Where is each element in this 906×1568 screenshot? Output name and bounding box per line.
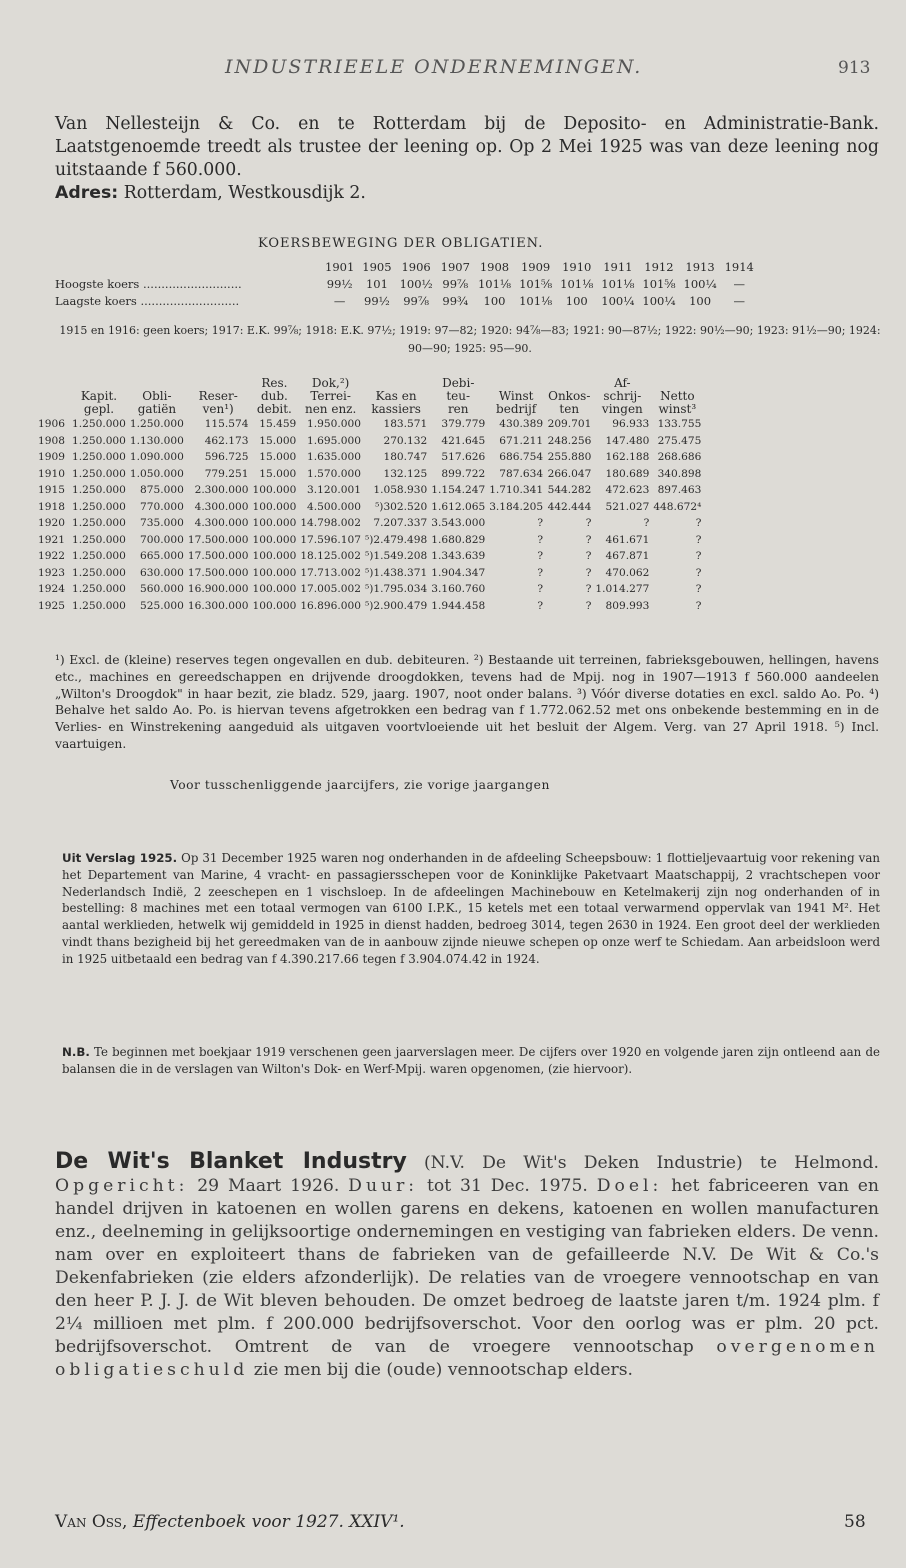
financials-cell: 1.710.341 (489, 484, 544, 497)
financials-year: 1906 (38, 418, 65, 431)
financials-row (36, 449, 703, 466)
koers-year: 1911 (603, 259, 633, 274)
duur-label: Duur: (348, 1176, 419, 1196)
financials-cell: 96.933 (612, 418, 650, 431)
financials-column-header: Debi- teu- ren (442, 376, 475, 416)
financials-cell: 17.005.002 (300, 583, 361, 596)
financials-cell: 1.635.000 (307, 451, 361, 464)
overgenomen-text: overgenomen obligatieschuld (55, 1337, 879, 1380)
financials-cell: 787.634 (499, 467, 544, 480)
koers-year: 1906 (401, 259, 431, 274)
financials-cell: 1.250.000 (72, 434, 126, 447)
financials-cell: 544.282 (547, 484, 592, 497)
financials-cell: 17.713.002 (300, 566, 361, 579)
financials-cell: 3.184.205 (489, 500, 544, 513)
financials-cell: ? (537, 566, 544, 579)
financials-row (36, 532, 703, 549)
financials-cell: 100.000 (252, 484, 297, 497)
financials-cell: 4.300.000 (194, 517, 249, 530)
financials-row (36, 548, 703, 565)
financials-cell: 15.000 (259, 434, 297, 447)
financials-cell: 1.250.000 (72, 583, 126, 596)
financials-cell: 1.058.930 (373, 484, 428, 497)
financials-row (36, 581, 703, 598)
verslag-text: Op 31 December 1925 waren nog onderhanden in de afdeeling Scheepsbouw: 1 flottieljevaartuig voor rekening van het Departement van Marine, 4 vracht- en passagiersschepen voor de Koninklijke Paketvaart Maatschappij, 2 vrachtschepen voor Nederlandsch Indië, 2 zeeschepen en 1 vischsloep. In de afdeelingen Machinebouw en Ketelmakerij zijn nog onderhanden of in bestelling: 8 machines met een totaal vermogen van 6100 I.P.K., 15 ketels met een totaal verwarmend oppervlak van 1941 M². Het aantal werklieden, hetwelk wij gemiddeld in 1925 in dienst hadden, bedroeg 3014, tegen 2630 in 1924. Een groot deel der werklieden vindt thans bezigheid bij het gereedmaken van de in aanbouw zijnde nieuwe schepen op onze werf te Schiedam. Aan arbeidsloon werd in 1925 uitbetaald een bedrag van f 4.390.217.66 tegen f 3.904.074.42 in 1924. (62, 851, 880, 966)
koers-row-laagste (55, 292, 758, 309)
financials-cell: 779.251 (204, 467, 249, 480)
financials-cell: 1.250.000 (72, 550, 126, 563)
financials-cell: 1.250.000 (72, 533, 126, 546)
financials-cell: 462.173 (204, 434, 249, 447)
financials-cell: 665.000 (140, 550, 184, 563)
doel-label: Doel: (596, 1176, 663, 1196)
financials-year: 1921 (38, 533, 65, 546)
financials-cell: ⁵)2.479.498 (364, 533, 428, 546)
financials-cell: 268.686 (657, 451, 702, 464)
dewit-section (55, 1150, 879, 1382)
financials-cell: 1.250.000 (129, 418, 184, 431)
page-number: 913 (838, 58, 871, 78)
footnotes-text: ¹) Excl. de (kleine) reserves tegen ongevallen en dub. debiteuren. ²) Bestaande uit terreinen, fabrieksgebouwen, hellingen, havens etc., machines en gereedschappen en drijvende droogdokken, tevens had de Mpij. nog in 1907—1913 f 560.000 aandeelen „Wilton's Droogdok" in haar bezit, zie bladz. 529, jaarg. 1907, noot onder balans. ³) Vóór diverse dotaties en excl. saldo Ao. Po. ⁴) Behalve het saldo Ao. Po. is hiervan tevens afgetrokken een bedrag van f 1.772.062.52 met ons onbekende bestemming en in de Verlies- en Winstrekening aangeduid als uitgaven voortvloeiende uit het besluit der Algem. Verg. van 27 April 1918. ⁵) Incl. vaartuigen. (55, 653, 879, 751)
financials-cell: 4.500.000 (307, 500, 361, 513)
financials-cell: 100.000 (252, 566, 297, 579)
financials-cell: 448.672⁴ (653, 500, 702, 513)
koers-cell: 100 (483, 293, 506, 308)
financials-cell: 1.944.458 (431, 599, 486, 612)
financials-cell: 735.000 (140, 517, 184, 530)
koers-cell: — (733, 276, 745, 291)
opgericht-label: Opgericht: (55, 1176, 189, 1196)
financials-cell: 1.250.000 (72, 484, 126, 497)
financials-cell: 1.695.000 (307, 434, 361, 447)
financials-cell: ⁵)1.795.034 (364, 583, 428, 596)
financials-cell: 1.250.000 (72, 517, 126, 530)
adres-value: Rotterdam, Westkousdijk 2. (123, 183, 366, 203)
financials-cell: 686.754 (499, 451, 544, 464)
financials-cell: 255.880 (547, 451, 592, 464)
financials-cell: 700.000 (140, 533, 184, 546)
financials-year: 1908 (38, 434, 65, 447)
footer-author: Van Oss, (55, 1512, 128, 1532)
financials-year: 1923 (38, 566, 65, 579)
koers-year: 1913 (685, 259, 715, 274)
koers-title: KOERSBEWEGING DER OBLIGATIEN. (258, 236, 544, 251)
running-header: INDUSTRIEELE ONDERNEMINGEN. (225, 56, 643, 78)
financials-cell: 14.798.002 (300, 517, 361, 530)
financials-cell: ? (585, 550, 592, 563)
koers-cell: 100¼ (683, 276, 717, 291)
financials-cell: 1.154.247 (431, 484, 486, 497)
financials-column-header (36, 377, 70, 416)
financials-column-header: Onkos- ten (548, 389, 591, 416)
opgericht-value: 29 Maart 1926. (197, 1176, 340, 1196)
financials-cell: 266.047 (547, 467, 592, 480)
financials-cell: ? (537, 517, 544, 530)
intro-text: Van Nellesteijn & Co. en te Rotterdam bij de Deposito- en Administratie-Bank. Laatstgenoemde treedt als trustee der leening op. Op 2 Mei 1925 was van deze leening nog uitstaande f 560.000. (55, 114, 879, 180)
financials-cell: ? (585, 583, 592, 596)
financials-year: 1918 (38, 500, 65, 513)
koers-year: 1910 (562, 259, 592, 274)
financials-cell: 3.120.001 (307, 484, 361, 497)
koers-cell: 101⅛ (601, 276, 635, 291)
financials-year: 1920 (38, 517, 65, 530)
financials-cell: 100.000 (252, 550, 297, 563)
financials-year: 1915 (38, 484, 65, 497)
financials-cell: ? (695, 550, 702, 563)
financials-cell: 100.000 (252, 500, 297, 513)
financials-cell: 560.000 (140, 583, 184, 596)
financials-year: 1925 (38, 599, 65, 612)
financials-cell: 472.623 (605, 484, 650, 497)
financials-row (36, 565, 703, 582)
financials-row (36, 466, 703, 483)
financials-cell: 596.725 (204, 451, 249, 464)
koers-year: 1908 (479, 259, 510, 274)
financials-cell: 162.188 (605, 451, 650, 464)
footnotes (55, 652, 879, 753)
financials-row (36, 482, 703, 499)
koers-cell: 100¼ (642, 293, 676, 308)
financials-cell: ? (695, 566, 702, 579)
financials-cell: ? (537, 550, 544, 563)
financials-cell: 100.000 (252, 599, 297, 612)
financials-cell: 275.475 (657, 434, 702, 447)
nb-section (62, 1044, 880, 1078)
financials-cell: ? (695, 599, 702, 612)
verslag-label: Uit Verslag 1925. (62, 851, 178, 865)
koers-cell: — (333, 293, 346, 308)
financials-cell: ? (695, 517, 702, 530)
dewit-text-a: (N.V. De Wit's Deken Industrie) te Helmond. (423, 1153, 879, 1173)
financials-cell: 115.574 (204, 418, 249, 431)
adres-label: Adres: (55, 183, 119, 203)
financials-column-header: Winst bedrijf (496, 389, 537, 416)
financials-cell: ⁵)1.549.208 (364, 550, 428, 563)
financials-cell: 17.500.000 (187, 550, 249, 563)
financials-cell: 17.500.000 (187, 566, 249, 579)
financials-column-header: Reser- ven¹) (198, 389, 238, 416)
koers-table (55, 258, 758, 309)
financials-cell: 671.211 (499, 434, 544, 447)
financials-cell: 770.000 (140, 500, 184, 513)
financials-cell: 4.300.000 (194, 500, 249, 513)
financials-cell: 17.596.107 (300, 533, 361, 546)
financials-cell: 630.000 (140, 566, 184, 579)
koers-cell: 101 (365, 276, 388, 291)
financials-cell: 1.050.000 (129, 467, 184, 480)
koers-row-label: Hoogste koers ........................... (55, 276, 242, 291)
koers-cell: 99⅞ (403, 293, 429, 308)
financials-column-header: Netto winst³ (658, 389, 697, 416)
financials-cell: 16.896.000 (300, 599, 361, 612)
financials-cell: 1.014.277 (595, 583, 650, 596)
dewit-text-b: het fabriceeren van en handel drijven in katoenen en wollen garens en dekens, katoenen en wollen manufacturen enz., deelneming in gelijksoortige ondernemingen en vestiging van fabrieken elders. De venn. nam over en exploiteert thans de fabrieken van de gefailleerde N.V. De Wit & Co.'s Dekenfabrieken (zie elders afzonderlijk). De relaties van de vroegere vennootschap en van den heer P. J. J. de Wit bleven behouden. De omzet bedroeg de laatste jaren t/m. 1924 plm. f 2¼ millioen met plm. f 200.000 bedrijfsoverschot. Voor den oorlog was er plm. 20 pct. bedrijfsoverschot. Omtrent de van de vroegere vennootschap (55, 1176, 879, 1357)
financials-row (36, 416, 703, 433)
footer-source (55, 1512, 405, 1532)
financials-cell: ? (537, 583, 544, 596)
financials-cell: 3.160.760 (431, 583, 486, 596)
koers-cell: 99½ (326, 276, 353, 291)
financials-column-header: Kapit. gepl. (80, 389, 118, 416)
koers-year: 1905 (362, 259, 392, 274)
financials-year: 1909 (38, 451, 65, 464)
koers-cell: 101⅛ (477, 276, 512, 291)
financials-cell: ? (585, 517, 592, 530)
financials-cell: 3.543.000 (431, 517, 486, 530)
koers-row-label: Laagste koers ........................... (55, 293, 240, 308)
financials-cell: 1.250.000 (72, 599, 126, 612)
koers-note: 1915 en 1916: geen koers; 1917: E.K. 99⅞; 1918: E.K. 97½; 1919: 97—82; 1920: 94⅞—83; 1921: 90—87½; 1922: 90½—90; 1923: 91½—90; 1924: 90—90; 1925: 95—90. (59, 324, 881, 355)
financials-cell: 16.300.000 (187, 599, 249, 612)
financials-header-row (36, 377, 703, 416)
financials-cell: ⁵)2.900.479 (364, 599, 428, 612)
financials-cell: 1.250.000 (72, 467, 126, 480)
koers-cell: 101⅝ (519, 276, 553, 291)
koers-cell: 101⅝ (642, 276, 676, 291)
financials-cell: ? (585, 566, 592, 579)
financials-cell: ? (695, 583, 702, 596)
financials-cell: 100.000 (252, 533, 297, 546)
nb-label: N.B. (62, 1045, 90, 1059)
financials-cell: 1.680.829 (431, 533, 486, 546)
financials-cell: ? (695, 533, 702, 546)
financials-cell: 183.571 (383, 418, 428, 431)
financials-row (36, 433, 703, 450)
financials-cell: 470.062 (605, 566, 650, 579)
koers-year: 1912 (644, 259, 674, 274)
financials-cell: 430.389 (499, 418, 544, 431)
koers-cell: 101⅛ (560, 276, 594, 291)
financials-row (36, 598, 703, 615)
koers-cell: 99¾ (442, 293, 469, 308)
financials-cell: 340.898 (657, 467, 702, 480)
financials-cell: ? (537, 533, 544, 546)
financials-cell: 467.871 (605, 550, 650, 563)
nb-text: Te beginnen met boekjaar 1919 verschenen geen jaarverslagen meer. De cijfers over 1920 en volgende jaren zijn ontleend aan de balansen die in de verslagen van Wilton's Dok- en Werf-Mpij. waren opgenomen, (zie hiervoor). (62, 1045, 880, 1076)
dewit-text-c: zie men bij die (oude) vennootschap elders. (253, 1360, 634, 1380)
koers-year: 1901 (325, 259, 355, 274)
financials-cell: ? (537, 599, 544, 612)
financials-cell: 7.207.337 (373, 517, 428, 530)
company-name: De Wit's Blanket Industry (55, 1149, 407, 1174)
financials-cell: 2.300.000 (194, 484, 249, 497)
koers-cell: 100¼ (601, 293, 635, 308)
financials-cell: 1.090.000 (129, 451, 184, 464)
financials-row (36, 499, 703, 516)
financials-cell: 15.000 (259, 467, 297, 480)
koers-cell: 99⅞ (442, 276, 469, 291)
financials-cell: 461.671 (605, 533, 650, 546)
financials-column-header: Dok,²) Terrei- nen enz. (304, 376, 357, 416)
financials-cell: 1.130.000 (129, 434, 184, 447)
financials-cell: 133.755 (657, 418, 702, 431)
financials-cell: 1.250.000 (72, 500, 126, 513)
financials-cell: 100.000 (252, 517, 297, 530)
koers-cell: — (733, 293, 745, 308)
financials-cell: 15.459 (259, 418, 297, 431)
financials-cell: 100.000 (252, 583, 297, 596)
financials-row (36, 515, 703, 532)
koers-row-hoogste (55, 275, 758, 292)
financials-cell: 248.256 (547, 434, 592, 447)
financials-cell: 899.722 (441, 467, 486, 480)
koers-year: 1907 (440, 259, 470, 274)
financials-cell: ? (585, 599, 592, 612)
financials-column-header: Kas en kassiers (371, 389, 421, 416)
financials-cell: 421.645 (441, 434, 486, 447)
koers-year: 1914 (724, 259, 754, 274)
financials-cell: 209.701 (547, 418, 592, 431)
koers-cell: 100 (565, 293, 588, 308)
financials-cell: 442.444 (547, 500, 592, 513)
financials-cell: 147.480 (605, 434, 650, 447)
financials-cell: 1.250.000 (72, 451, 126, 464)
financials-cell: ? (643, 517, 650, 530)
financials-cell: 897.463 (657, 484, 702, 497)
financials-cell: 180.747 (383, 451, 428, 464)
financials-cell: 875.000 (140, 484, 184, 497)
financials-column-header: Obli- gatiën (137, 389, 177, 416)
financials-cell: ⁵)302.520 (375, 500, 428, 513)
financials-cell: 1.904.347 (431, 566, 486, 579)
footer-title: Effectenboek voor 1927. XXIV¹. (132, 1512, 405, 1532)
voor-note: Voor tusschenliggende jaarcijfers, zie vorige jaargangen (170, 778, 550, 792)
financials-year: 1910 (38, 467, 65, 480)
financials-cell: 1.950.000 (307, 418, 361, 431)
financials-cell: 16.900.000 (187, 583, 249, 596)
financials-cell: 1.343.639 (431, 550, 486, 563)
financials-table (36, 377, 703, 614)
financials-cell: ? (585, 533, 592, 546)
koers-cell: 100 (689, 293, 712, 308)
koers-cell: 100½ (399, 276, 433, 291)
financials-cell: 1.250.000 (72, 418, 126, 431)
verslag-section (62, 850, 880, 968)
financials-cell: 180.689 (605, 467, 650, 480)
financials-year: 1922 (38, 550, 65, 563)
footer-sheet-number: 58 (844, 1512, 866, 1532)
financials-column-header: Res. dub. debit. (256, 376, 292, 416)
financials-cell: 1.570.000 (307, 467, 361, 480)
financials-cell: 132.125 (383, 467, 428, 480)
koers-year: 1909 (520, 259, 551, 274)
financials-cell: 18.125.002 (300, 550, 361, 563)
koers-years-row (55, 258, 758, 275)
koers-cell: 101⅛ (519, 293, 553, 308)
financials-cell: 15.000 (259, 451, 297, 464)
financials-year: 1924 (38, 583, 65, 596)
financials-cell: 17.500.000 (187, 533, 249, 546)
financials-cell: 1.250.000 (72, 566, 126, 579)
financials-cell: 521.027 (605, 500, 650, 513)
duur-value: tot 31 Dec. 1975. (426, 1176, 588, 1196)
financials-cell: 379.779 (441, 418, 486, 431)
financials-cell: 809.993 (605, 599, 650, 612)
financials-cell: 1.612.065 (431, 500, 486, 513)
financials-cell: 525.000 (140, 599, 184, 612)
financials-column-header: Af- schrij- vingen (601, 376, 643, 416)
intro-paragraph (55, 113, 879, 205)
financials-cell: 270.132 (383, 434, 428, 447)
financials-cell: 517.626 (441, 451, 486, 464)
koers-cell: 99½ (364, 293, 390, 308)
financials-cell: ⁵)1.438.371 (364, 566, 428, 579)
